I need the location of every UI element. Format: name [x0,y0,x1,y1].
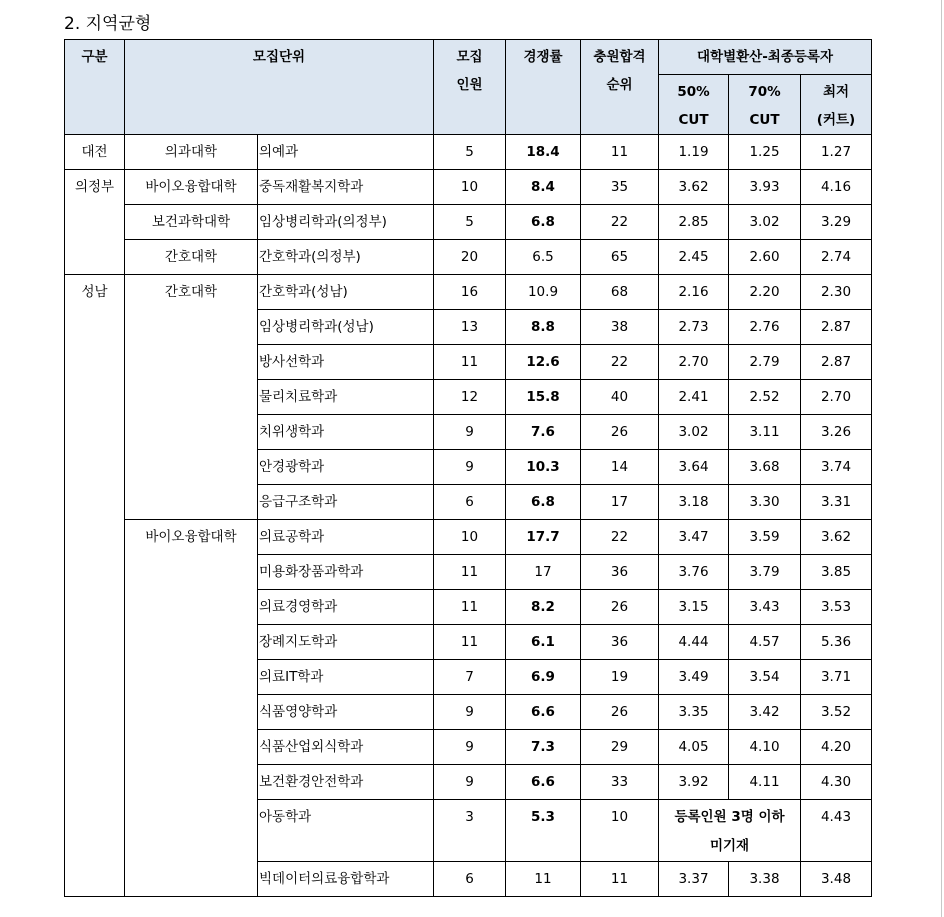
min-cut-cell: 4.16 [801,170,872,205]
rank-cell: 36 [581,555,659,590]
quota-cell: 9 [434,415,506,450]
header-cut50: 50% CUT [659,75,729,135]
min-cut-cell: 3.62 [801,520,872,555]
ratio-cell: 6.5 [506,240,581,275]
ratio-cell: 8.4 [506,170,581,205]
department-cell: 간호학과(성남) [258,275,434,310]
rank-cell: 22 [581,205,659,240]
rank-cell: 40 [581,380,659,415]
ratio-cell: 10.9 [506,275,581,310]
rank-cell: 22 [581,520,659,555]
cut50-cell: 2.45 [659,240,729,275]
ratio-cell: 6.1 [506,625,581,660]
min-cut-cell: 3.31 [801,485,872,520]
department-cell: 의료경영학과 [258,590,434,625]
cut70-cell: 2.79 [729,345,801,380]
department-cell: 빅데이터의료융합학과 [258,862,434,897]
page-edge [941,0,942,917]
quota-cell: 7 [434,660,506,695]
quota-cell: 5 [434,135,506,170]
rank-cell: 68 [581,275,659,310]
quota-cell: 11 [434,555,506,590]
department-cell: 임상병리학과(성남) [258,310,434,345]
college-cell: 간호대학 [125,275,258,520]
quota-cell: 3 [434,800,506,862]
ratio-cell: 17 [506,555,581,590]
quota-cell: 9 [434,450,506,485]
min-cut-cell: 3.74 [801,450,872,485]
quota-cell: 9 [434,765,506,800]
cut70-cell: 4.11 [729,765,801,800]
ratio-cell: 12.6 [506,345,581,380]
cut70-cell: 3.38 [729,862,801,897]
cut50-cell: 3.49 [659,660,729,695]
rank-cell: 14 [581,450,659,485]
cut70-cell: 2.76 [729,310,801,345]
cut50-cell: 2.85 [659,205,729,240]
cut50-cell: 3.02 [659,415,729,450]
quota-cell: 9 [434,695,506,730]
department-cell: 의료IT학과 [258,660,434,695]
cut70-cell: 2.60 [729,240,801,275]
cut50-cell: 1.19 [659,135,729,170]
ratio-cell: 6.8 [506,205,581,240]
cut70-cell: 3.59 [729,520,801,555]
min-cut-cell: 3.85 [801,555,872,590]
college-cell: 간호대학 [125,240,258,275]
cut50-cell: 4.05 [659,730,729,765]
department-cell: 의료공학과 [258,520,434,555]
min-cut-cell: 5.36 [801,625,872,660]
rank-cell: 36 [581,625,659,660]
min-cut-cell: 2.87 [801,345,872,380]
admission-results-table [64,39,872,897]
ratio-cell: 6.8 [506,485,581,520]
ratio-cell: 15.8 [506,380,581,415]
cut70-cell: 3.93 [729,170,801,205]
min-cut-cell: 3.48 [801,862,872,897]
rank-cell: 29 [581,730,659,765]
ratio-cell: 8.8 [506,310,581,345]
cut70-cell: 3.02 [729,205,801,240]
min-cut-cell: 3.52 [801,695,872,730]
ratio-cell: 17.7 [506,520,581,555]
cut50-cell: 2.16 [659,275,729,310]
quota-cell: 10 [434,170,506,205]
quota-cell: 12 [434,380,506,415]
department-cell: 치위생학과 [258,415,434,450]
rank-cell: 11 [581,135,659,170]
department-cell: 물리치료학과 [258,380,434,415]
quota-cell: 11 [434,625,506,660]
department-cell: 미용화장품과학과 [258,555,434,590]
ratio-cell: 11 [506,862,581,897]
header-cut70: 70% CUT [729,75,801,135]
quota-cell: 11 [434,345,506,380]
table-row [65,170,872,205]
header-ratio: 경쟁률 [506,40,581,135]
rank-cell: 26 [581,590,659,625]
cut50-cell: 2.73 [659,310,729,345]
quota-cell: 20 [434,240,506,275]
quota-cell: 6 [434,862,506,897]
college-cell: 의과대학 [125,135,258,170]
cut70-cell: 2.52 [729,380,801,415]
min-cut-cell: 4.43 [801,800,872,862]
ratio-cell: 10.3 [506,450,581,485]
cut50-cell: 3.47 [659,520,729,555]
table-row [65,205,872,240]
section-title: 2. 지역균형 [64,14,152,34]
cut50-cell: 3.37 [659,862,729,897]
cut50-cell: 2.41 [659,380,729,415]
min-cut-cell: 2.70 [801,380,872,415]
college-cell: 보건과학대학 [125,205,258,240]
quota-cell: 9 [434,730,506,765]
department-cell: 응급구조학과 [258,485,434,520]
cut70-cell: 2.20 [729,275,801,310]
cut70-cell: 3.11 [729,415,801,450]
cut50-cell: 2.70 [659,345,729,380]
min-cut-cell: 1.27 [801,135,872,170]
cut70-cell: 3.30 [729,485,801,520]
cut70-cell: 3.54 [729,660,801,695]
header-rank: 충원합격 순위 [581,40,659,135]
min-cut-cell: 3.29 [801,205,872,240]
cut50-cell: 3.18 [659,485,729,520]
quota-cell: 16 [434,275,506,310]
department-cell: 아동학과 [258,800,434,862]
cut70-cell: 3.42 [729,695,801,730]
min-cut-cell: 3.26 [801,415,872,450]
department-cell: 방사선학과 [258,345,434,380]
min-cut-cell: 2.30 [801,275,872,310]
rank-cell: 22 [581,345,659,380]
header-division: 구분 [65,40,125,135]
min-cut-cell: 3.71 [801,660,872,695]
min-cut-cell: 4.20 [801,730,872,765]
cut50-cell: 4.44 [659,625,729,660]
ratio-cell: 8.2 [506,590,581,625]
cut50-cell: 3.92 [659,765,729,800]
region-cell: 의정부 [65,170,125,275]
cut70-cell: 1.25 [729,135,801,170]
header-grade-group: 대학별환산-최종등록자 [659,40,872,75]
department-cell: 안경광학과 [258,450,434,485]
department-cell: 식품산업외식학과 [258,730,434,765]
region-cell: 대전 [65,135,125,170]
header-min: 최저 (커트) [801,75,872,135]
rank-cell: 35 [581,170,659,205]
region-cell: 성남 [65,275,125,897]
rank-cell: 33 [581,765,659,800]
cut70-cell: 3.43 [729,590,801,625]
ratio-cell: 6.6 [506,695,581,730]
header-unit: 모집단위 [125,40,434,135]
rank-cell: 65 [581,240,659,275]
department-cell: 보건환경안전학과 [258,765,434,800]
min-cut-cell: 4.30 [801,765,872,800]
department-cell: 간호학과(의정부) [258,240,434,275]
quota-cell: 6 [434,485,506,520]
cut70-cell: 3.79 [729,555,801,590]
min-cut-cell: 3.53 [801,590,872,625]
cut50-cell: 3.15 [659,590,729,625]
rank-cell: 11 [581,862,659,897]
college-cell: 바이오융합대학 [125,520,258,897]
department-cell: 장례지도학과 [258,625,434,660]
cut50-cell: 3.76 [659,555,729,590]
ratio-cell: 7.6 [506,415,581,450]
table-row [65,275,872,310]
cut70-cell: 4.10 [729,730,801,765]
cut50-cell: 3.62 [659,170,729,205]
rank-cell: 10 [581,800,659,862]
quota-cell: 5 [434,205,506,240]
min-cut-cell: 2.87 [801,310,872,345]
header-quota: 모집 인원 [434,40,506,135]
rank-cell: 26 [581,415,659,450]
min-cut-cell: 2.74 [801,240,872,275]
department-cell: 식품영양학과 [258,695,434,730]
quota-cell: 10 [434,520,506,555]
department-cell: 임상병리학과(의정부) [258,205,434,240]
ratio-cell: 6.9 [506,660,581,695]
cut50-cell: 3.64 [659,450,729,485]
department-cell: 의예과 [258,135,434,170]
ratio-cell: 6.6 [506,765,581,800]
cut70-cell: 3.68 [729,450,801,485]
quota-cell: 11 [434,590,506,625]
quota-cell: 13 [434,310,506,345]
table-body [65,135,872,897]
ratio-cell: 18.4 [506,135,581,170]
department-cell: 중독재활복지학과 [258,170,434,205]
ratio-cell: 5.3 [506,800,581,862]
college-cell: 바이오융합대학 [125,170,258,205]
cut50-cell: 3.35 [659,695,729,730]
table-row [65,135,872,170]
rank-cell: 17 [581,485,659,520]
table-row [65,240,872,275]
table-row [65,520,872,555]
cut70-cell: 4.57 [729,625,801,660]
rank-cell: 38 [581,310,659,345]
rank-cell: 26 [581,695,659,730]
rank-cell: 19 [581,660,659,695]
ratio-cell: 7.3 [506,730,581,765]
not-disclosed-note: 등록인원 3명 이하 미기재 [659,800,801,862]
